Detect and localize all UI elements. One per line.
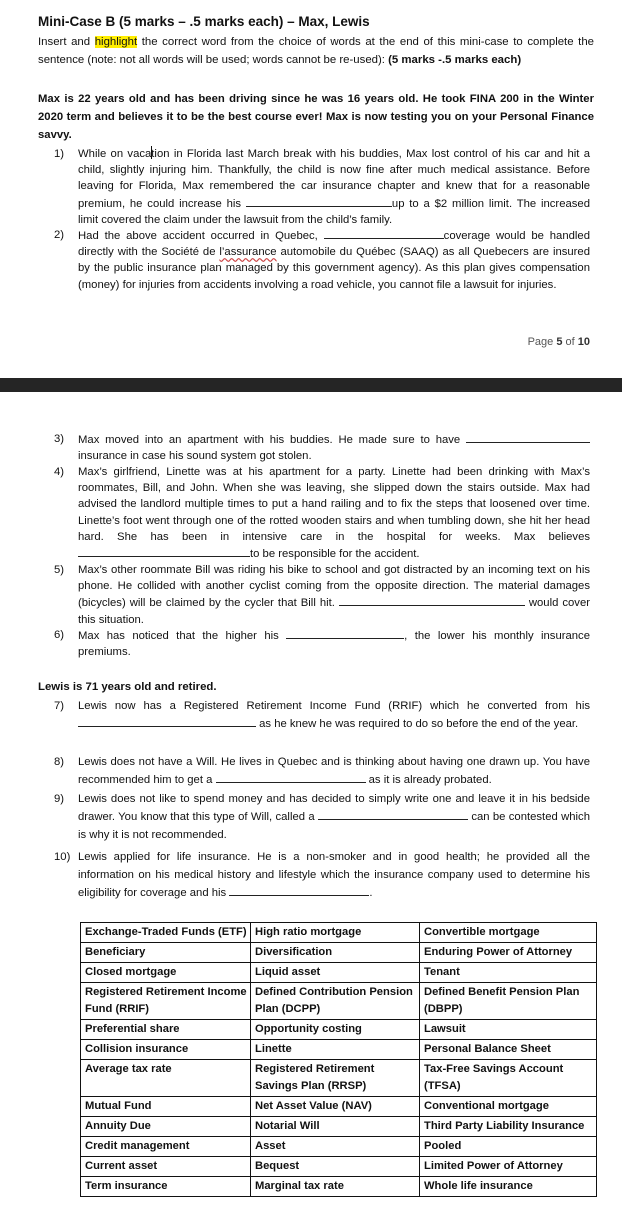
word-bank-row	[81, 1060, 597, 1097]
word-bank-cell: Net Asset Value (NAV)	[251, 1097, 420, 1117]
page-5	[0, 0, 622, 378]
answer-blank-3[interactable]	[466, 431, 590, 443]
word-bank-cell: Whole life insurance	[420, 1177, 597, 1197]
mini-case-title: Mini-Case B (5 marks – .5 marks each) – Max, Lewis	[38, 14, 370, 29]
question-4: 4) Max’s girlfriend, Linette was at his apartment for a party. Linette had been drinking with Max’s roommates, Bill, and John. When she was leaving, she slipped down the stairs outside. Max had advised the landlord multiple times to put a hand railing and to fix the steps that loosened over time. Linette’s foot went through one of the rotted wooden stairs and when tumbling down, she hit her head hard. She has been in intensive care in the hospital for weeks. Max believes to be responsible for the accident.	[54, 466, 590, 561]
word-bank-cell: Enduring Power of Attorney	[420, 943, 597, 963]
word-bank-cell: Exchange-Traded Funds (ETF)	[81, 923, 251, 943]
word-bank-row	[81, 943, 597, 963]
question-5: 5) Max’s other roommate Bill was riding his bike to school and got distracted by an incoming text on his phone. He collided with another cyclist coming from the opposite direction. The material damages (bicycles) will be claimed by the cycler that Bill hit. would cover this situation.	[54, 564, 590, 626]
word-bank-row	[81, 1117, 597, 1137]
answer-blank-7[interactable]	[78, 715, 256, 727]
word-bank-cell: Term insurance	[81, 1177, 251, 1197]
word-bank-cell: Defined Benefit Pension Plan (DBPP)	[420, 983, 597, 1020]
word-bank-cell: Liquid asset	[251, 963, 420, 983]
word-bank-row	[81, 1177, 597, 1197]
question-6: 6) Max has noticed that the higher his , the lower his monthly insurance premiums.	[54, 629, 590, 659]
question-2: 2) Had the above accident occurred in Quebec, coverage would be handled directly with the Société de l’assurance automobile du Québec (SAAQ) as all Quebecers are insured by the public insurance plan managed by this government agency). As this plan gives compensation (money) for injuries from accidents involving a road vehicle, you cannot file a lawsuit for injuries.	[54, 229, 590, 291]
answer-blank-5[interactable]	[339, 594, 525, 606]
word-bank-row	[81, 1157, 597, 1177]
word-bank-cell: Linette	[251, 1040, 420, 1060]
word-bank-cell: Convertible mortgage	[420, 923, 597, 943]
word-bank-cell: Registered Retirement Income Fund (RRIF)	[81, 983, 251, 1020]
word-bank-cell: Collision insurance	[81, 1040, 251, 1060]
word-bank-cell: Pooled	[420, 1137, 597, 1157]
answer-blank-9[interactable]	[318, 808, 468, 820]
question-10: 10) Lewis applied for life insurance. He is a non-smoker and in good health; he provided all the information on his medical history and lifestyle which the insurance company used to determine his eligibility for coverage and his .	[54, 851, 590, 899]
word-bank-cell: Closed mortgage	[81, 963, 251, 983]
marks-note: (5 marks -.5 marks each)	[388, 54, 522, 66]
word-bank-cell: Preferential share	[81, 1020, 251, 1040]
word-bank-cell: Asset	[251, 1137, 420, 1157]
highlighted-word: highlight	[94, 36, 138, 48]
question-8: 8) Lewis does not have a Will. He lives in Quebec and is thinking about having one drawn up. You have recommended him to get a as it is already probated.	[54, 756, 590, 786]
answer-blank-1[interactable]	[246, 195, 392, 207]
question-1: 1) While on vacation in Florida last March break with his buddies, Max lost control of his car and hit a child, slightly injuring him. Thankfully, the child is now fine after much medical assistance. Before leaving for Florida, Max remembered the car insurance chapter and knew that for a reasonable premium, he could increase his up to a $2 million limit. The increased limit covered the claim under the lawsuit from the child’s family.	[54, 148, 590, 226]
word-bank-cell: Limited Power of Attorney	[420, 1157, 597, 1177]
answer-blank-6[interactable]	[286, 627, 404, 639]
word-bank-cell: Diversification	[251, 943, 420, 963]
page-break	[0, 378, 622, 392]
word-bank-cell: Notarial Will	[251, 1117, 420, 1137]
word-bank-cell: Personal Balance Sheet	[420, 1040, 597, 1060]
word-bank-cell: Marginal tax rate	[251, 1177, 420, 1197]
lewis-intro: Lewis is 71 years old and retired.	[38, 681, 217, 693]
word-bank-cell: Tenant	[420, 963, 597, 983]
word-bank-table	[80, 922, 597, 1197]
page-number: Page 5 of 10	[527, 336, 590, 348]
max-intro: Max is 22 years old and has been driving since he was 16 years old. He took FINA 200 in the Winter 2020 term and believes it to be the best course ever! Max is now testing you on your Personal Finance savvy.	[38, 93, 594, 141]
answer-blank-10[interactable]	[229, 884, 369, 896]
word-bank-cell: Conventional mortgage	[420, 1097, 597, 1117]
word-bank-cell: Average tax rate	[81, 1060, 251, 1097]
word-bank-row	[81, 1137, 597, 1157]
word-bank-cell: Tax-Free Savings Account (TFSA)	[420, 1060, 597, 1097]
answer-blank-8[interactable]	[216, 771, 366, 783]
misspelled-word: l’assurance	[219, 246, 277, 259]
answer-blank-4[interactable]	[78, 545, 250, 557]
word-bank-cell: Beneficiary	[81, 943, 251, 963]
question-9: 9) Lewis does not like to spend money and has decided to simply write one and leave it in his bedside drawer. You know that this type of Will, called a can be contested which is why it is not recommended.	[54, 793, 590, 841]
word-bank-cell: Annuity Due	[81, 1117, 251, 1137]
word-bank-row	[81, 1020, 597, 1040]
word-bank-row	[81, 983, 597, 1020]
word-bank-cell: Credit management	[81, 1137, 251, 1157]
word-bank-row	[81, 1040, 597, 1060]
word-bank-row	[81, 923, 597, 943]
instructions: Insert and highlight the correct word from the choice of words at the end of this mini-case to complete the sentence (note: not all words will be used; words cannot be re-used): (5 marks -.5 marks each)	[38, 36, 594, 66]
word-bank-cell: Current asset	[81, 1157, 251, 1177]
word-bank-cell: Opportunity costing	[251, 1020, 420, 1040]
word-bank-cell: Defined Contribution Pension Plan (DCPP)	[251, 983, 420, 1020]
word-bank-cell: Registered Retirement Savings Plan (RRSP)	[251, 1060, 420, 1097]
word-bank-cell: High ratio mortgage	[251, 923, 420, 943]
word-bank-cell: Mutual Fund	[81, 1097, 251, 1117]
question-3: 3) Max moved into an apartment with his buddies. He made sure to have insurance in case his sound system got stolen.	[54, 431, 590, 464]
word-bank-cell: Third Party Liability Insurance	[420, 1117, 597, 1137]
word-bank-row	[81, 963, 597, 983]
question-7: 7) Lewis now has a Registered Retirement Income Fund (RRIF) which he converted from his as he knew he was required to do so before the end of the year.	[54, 700, 590, 730]
word-bank-cell: Lawsuit	[420, 1020, 597, 1040]
word-bank-row	[81, 1097, 597, 1117]
answer-blank-2[interactable]	[324, 227, 444, 239]
word-bank-cell: Bequest	[251, 1157, 420, 1177]
